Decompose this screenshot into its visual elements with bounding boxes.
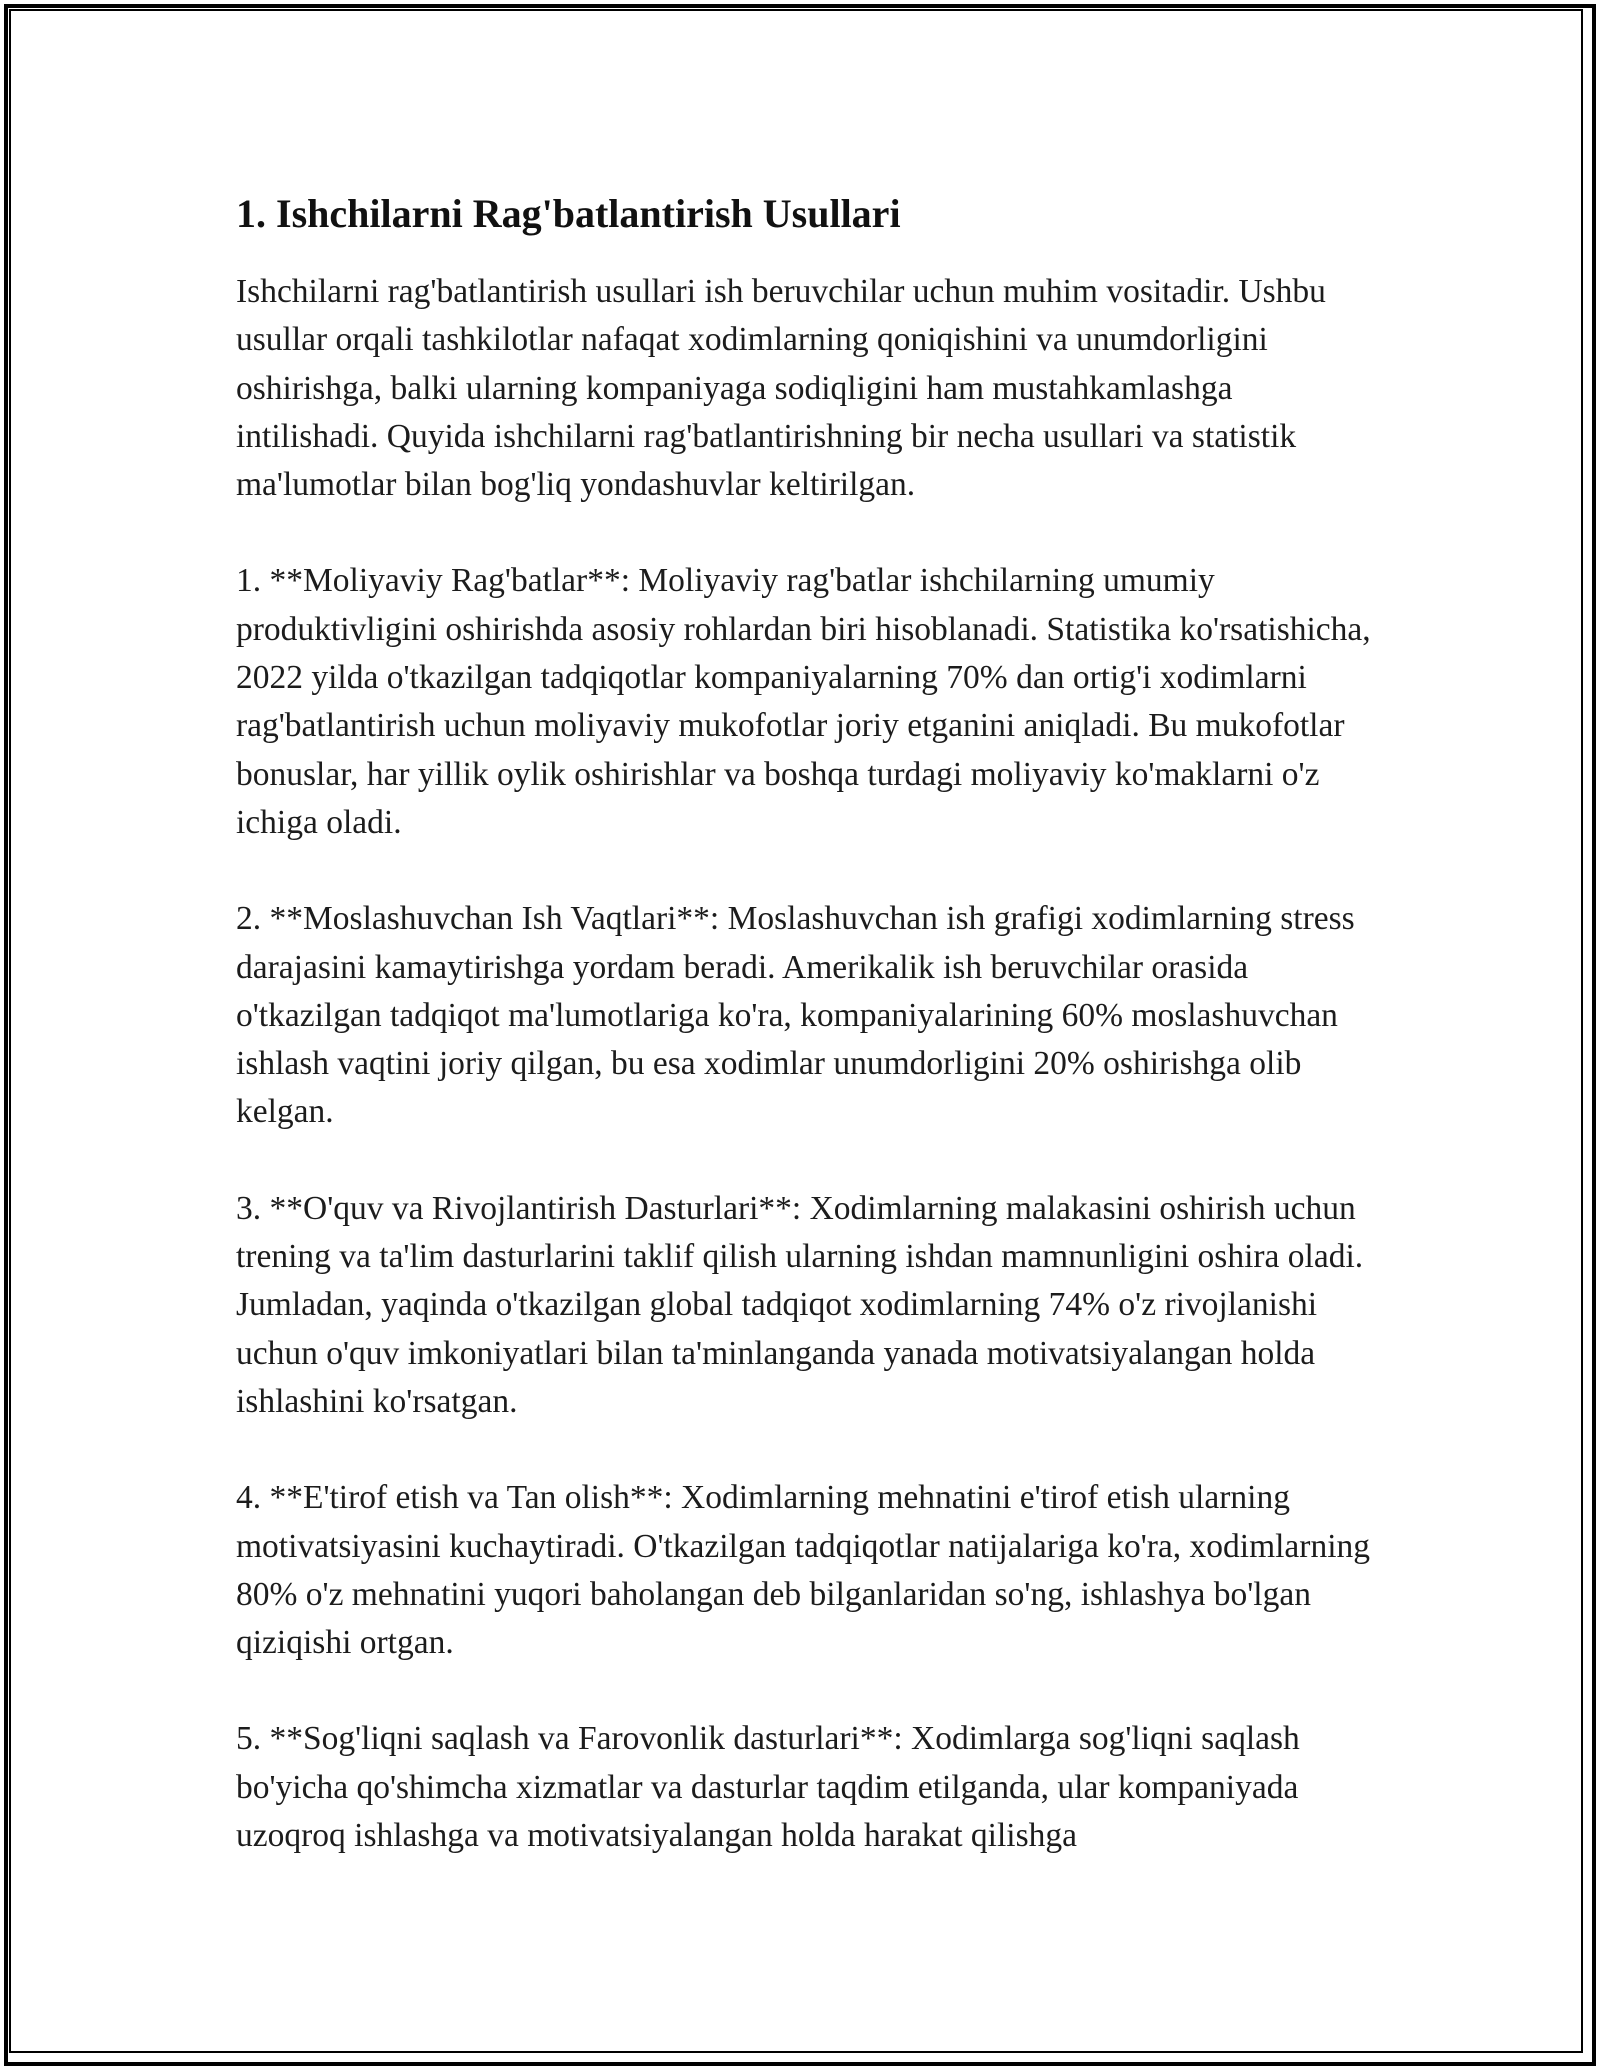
intro-paragraph: Ishchilarni rag'batlantirish usullari ish beruvchilar uchun muhim vositadir. Ushbu usullar orqali tashkilotlar nafaqat xodimlarning qoniqishini va unumdorligini oshirishga, balki ularning kompaniyaga sodiqligini ham mustahkamlashga intilishadi. Quyida ishchilarni rag'batlantirishning bir necha usullari va statistik ma'lumotlar bilan bog'liq yondashuvlar keltirilgan. [236,273,1326,504]
list-item-flexible-hours: 2. **Moslashuvchan Ish Vaqtlari**: Moslashuvchan ish grafigi xodimlarning stress darajasini kamaytirishga yordam beradi. Amerikalik ish beruvchilar orasida o'tkazilgan tadqiqot ma'lumotlariga ko'ra, kompaniyalarining 60% moslashuvchan ishlash vaqtini joriy qilgan, bu esa xodimlar unumdorligini 20% oshirishga olib kelgan. [236,900,1355,1131]
list-item-financial-incentives: 1. **Moliyaviy Rag'batlar**: Moliyaviy rag'batlar ishchilarning umumiy produktivligini oshirishda asosiy rohlardan biri hisoblanadi. Statistika ko'rsatishicha, 2022 yilda o'tkazilgan tadqiqotlar kompaniyalarning 70% dan ortig'i xodimlarni rag'batlantirish uchun moliyaviy mukofotlar joriy etganini aniqladi. Bu mukofotlar bonuslar, har yillik oylik oshirishlar va boshqa turdagi moliyaviy ko'maklarni o'z ichiga oladi. [236,562,1371,841]
list-item-training-programs: 3. **O'quv va Rivojlantirish Dasturlari**: Xodimlarning malakasini oshirish uchun trening va ta'lim dasturlarini taklif qilish ularning ishdan mamnunligini oshira oladi. Jumladan, yaqinda o'tkazilgan global tadqiqot xodimlarning 74% o'z rivojlanishi uchun o'quv imkoniyatlari bilan ta'minlanganda yanada motivatsiyalangan holda ishlashini ko'rsatgan. [236,1189,1364,1420]
list-item-recognition: 4. **E'tirof etish va Tan olish**: Xodimlarning mehnatini e'tirof etish ularning motivatsiyasini kuchaytiradi. O'tkazilgan tadqiqotlar natijalariga ko'ra, xodimlarning 80% o'z mehnatini yuqori baholangan deb bilganlaridan so'ng, ishlashya bo'lgan qiziqishi ortgan. [236,1479,1371,1662]
document-title: 1. Ishchilarni Rag'batlantirish Usullari [236,191,901,236]
list-item-health-wellness: 5. **Sog'liqni saqlash va Farovonlik dasturlari**: Xodimlarga sog'liqni saqlash bo'yicha qo'shimcha xizmatlar va dasturlar taqdim etilganda, ular kompaniyada uzoqroq ishlashga va motivatsiyalangan holda harakat qilishga [236,1720,1300,1855]
document-body [236,190,1376,1860]
